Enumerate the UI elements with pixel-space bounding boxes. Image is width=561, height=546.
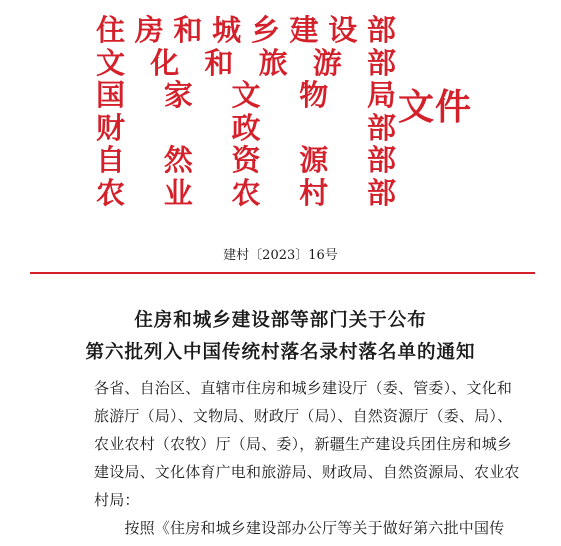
dept-char: 资 — [231, 143, 261, 178]
dept-char: 文 — [231, 78, 261, 113]
body-line: 村局： — [94, 491, 140, 509]
dept-char: 部 — [366, 175, 396, 210]
dept-char: 物 — [299, 78, 329, 113]
dept-char: 住 — [96, 13, 126, 48]
dept-char: 房 — [134, 13, 164, 48]
dept-row-agriculture — [96, 177, 396, 210]
dept-char: 乡 — [250, 13, 280, 48]
dept-char: 自 — [96, 143, 126, 178]
dept-char: 部 — [366, 143, 396, 178]
dept-char: 部 — [366, 13, 396, 48]
dept-char: 部 — [366, 110, 396, 145]
body-line: 按照《住房和城乡建设部办公厅等关于做好第六批中国传 — [94, 519, 505, 537]
dept-char: 和 — [173, 13, 203, 48]
dept-row-culture-tourism — [96, 47, 396, 80]
document-title-line-1: 住房和城乡建设部等部门关于公布 — [134, 310, 427, 331]
dept-char: 国 — [96, 78, 126, 113]
dept-char: 文 — [96, 45, 126, 80]
dept-row-natural-resources — [96, 144, 396, 177]
dept-row-finance — [96, 112, 396, 145]
dept-char: 城 — [212, 13, 242, 48]
body-line: 农业农村（农牧）厅（局、委），新疆生产建设兵团住房和城乡 — [94, 435, 513, 453]
document-number: 建村〔2023〕16号 — [223, 248, 338, 263]
body-line: 建设局、文化体育广电和旅游局、财政局、自然资源局、农业农 — [94, 463, 520, 481]
dept-char: 业 — [163, 175, 193, 210]
dept-char: 建 — [289, 13, 319, 48]
body-line: 各省、自治区、直辖市住房和城乡建设厅（委、管委）、文化和 — [94, 379, 513, 397]
issuing-departments — [96, 14, 396, 210]
dept-row-housing — [96, 14, 396, 47]
dept-char: 设 — [328, 13, 358, 48]
dept-char: 村 — [299, 175, 329, 210]
dept-char: 家 — [163, 78, 193, 113]
dept-char: 然 — [163, 143, 193, 178]
red-divider-line — [30, 272, 535, 274]
dept-char: 局 — [366, 78, 396, 113]
dept-char: 农 — [231, 175, 261, 210]
dept-char: 源 — [299, 143, 329, 178]
body-line: 旅游厅（局）、文物局、财政厅（局）、自然资源厅（委、局）、 — [94, 407, 513, 425]
dept-char: 农 — [96, 175, 126, 210]
document-type-label: 文件 — [398, 87, 473, 128]
dept-char: 部 — [366, 45, 396, 80]
document-title-line-2: 第六批列入中国传统村落名录村落名单的通知 — [85, 342, 476, 363]
dept-char: 政 — [231, 110, 261, 145]
dept-row-cultural-heritage — [96, 79, 396, 112]
dept-char: 旅 — [258, 45, 288, 80]
dept-char: 和 — [204, 45, 234, 80]
dept-char: 化 — [150, 45, 180, 80]
dept-char: 财 — [96, 110, 126, 145]
dept-char: 游 — [312, 45, 342, 80]
